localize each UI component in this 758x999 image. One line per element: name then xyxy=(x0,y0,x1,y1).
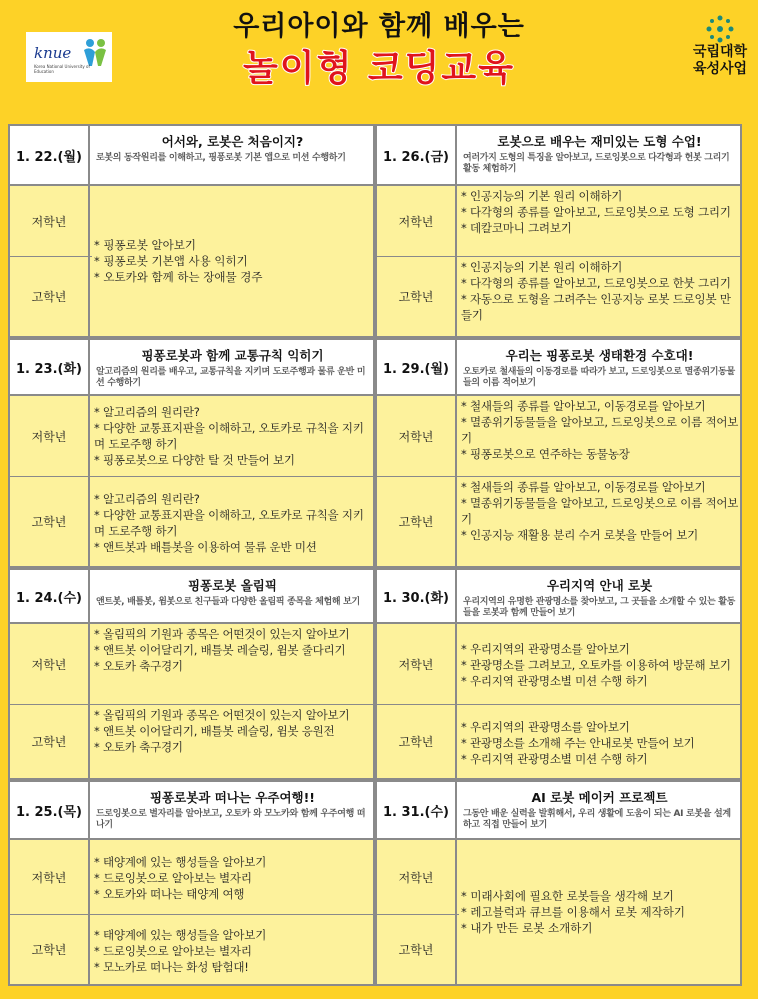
activity-item: * 오토카와 떠나는 태양계 여행 xyxy=(94,887,245,901)
day-card xyxy=(8,568,375,780)
upper-grade-label: 고학년 xyxy=(10,915,90,984)
day-date: 1. 23.(화) xyxy=(10,340,90,394)
activity-item: * 우리지역 관광명소별 미션 수행 하기 xyxy=(461,751,648,766)
activity-item: * 다양한 교통표지판을 이해하고, 오토카로 규칙을 지키며 도로주행 하기 xyxy=(94,421,364,451)
lower-grade-row xyxy=(10,840,373,914)
activity-item: * 핑퐁로봇 기본앱 사용 익히기 xyxy=(94,254,248,268)
logo-right-line2: 육성사업 xyxy=(692,61,748,77)
page-title-line1: 우리아이와 함께 배우는 xyxy=(233,11,525,42)
day-date: 1. 30.(화) xyxy=(377,570,457,622)
day-topic xyxy=(459,782,740,838)
day-header xyxy=(10,782,373,840)
day-description: 로봇의 동작원리를 이해하고, 핑퐁로봇 기본 앱으로 미션 수행하기 xyxy=(96,153,346,163)
activity-item: * 철새들의 종류를 알아보고, 이동경로를 알아보기 xyxy=(461,480,706,494)
lower-grade-row xyxy=(10,624,373,704)
upper-grade-label: 고학년 xyxy=(10,477,90,566)
upper-grade-label: 고학년 xyxy=(10,705,90,778)
activity-item: * 앤트봇과 배틀봇을 이용하여 물류 운반 미션 xyxy=(94,540,317,554)
lower-grade-row xyxy=(10,396,373,476)
activity-list xyxy=(92,705,373,778)
upper-grade-label: 고학년 xyxy=(377,705,457,778)
activity-item: * 인공지능 재활용 분리 수거 로봇을 만들어 보기 xyxy=(461,528,699,542)
national-university-logo xyxy=(688,14,752,84)
lower-grade-label: 저학년 xyxy=(377,186,457,256)
day-topic xyxy=(459,126,740,184)
day-header xyxy=(377,782,740,840)
upper-grade-row xyxy=(10,704,373,778)
activity-item: * 핑퐁로봇으로 다양한 탈 것 만들어 보기 xyxy=(94,453,295,467)
day-header xyxy=(10,126,373,186)
activity-item: * 태양계에 있는 행성들을 알아보기 xyxy=(94,855,267,869)
upper-grade-label: 고학년 xyxy=(377,915,457,984)
day-header xyxy=(10,570,373,624)
day-card xyxy=(8,124,375,338)
activity-list xyxy=(92,915,373,984)
day-title: 핑퐁로봇과 떠나는 우주여행!! xyxy=(149,790,315,805)
day-topic xyxy=(92,340,373,394)
sparkle-icon xyxy=(705,14,735,44)
knue-logo-subtitle: Korea National University of Education xyxy=(34,64,90,74)
day-date: 1. 26.(금) xyxy=(377,126,457,184)
day-title: 핑퐁로봇과 함께 교통규칙 익히기 xyxy=(141,348,324,363)
upper-grade-row xyxy=(377,476,740,566)
day-header xyxy=(10,340,373,396)
day-description: 그동안 배운 실력을 발휘해서, 우리 생활에 도움이 되는 AI 로봇을 설계하고 직접 만들어 보기 xyxy=(463,809,731,830)
activity-item: * 철새들의 종류를 알아보고, 이동경로를 알아보기 xyxy=(461,399,706,413)
activity-item: * 드로잉봇으로 알아보는 별자리 xyxy=(94,943,252,958)
lower-grade-label: 저학년 xyxy=(10,840,90,914)
day-title: 우리는 핑퐁로봇 생태환경 수호대! xyxy=(505,348,694,363)
day-date: 1. 29.(월) xyxy=(377,340,457,394)
activity-item: * 내가 만든 로봇 소개하기 xyxy=(461,921,593,935)
day-title: 우리지역 안내 로봇 xyxy=(546,578,653,593)
day-description: 오토카로 철새들의 이동경로를 따라가 보고, 드로잉봇으로 멸종위기동물들의 이름 적어보기 xyxy=(463,367,735,388)
activity-item: * 태양계에 있는 행성들을 알아보기 xyxy=(94,927,267,942)
activity-item: * 우리지역의 관광명소를 알아보기 xyxy=(461,719,630,734)
activity-item: * 오토카 축구경기 xyxy=(94,740,183,754)
activity-list xyxy=(92,624,373,704)
activity-item: * 다각형의 종류를 알아보고, 드로잉봇으로 도형 그리기 xyxy=(461,205,731,219)
activity-item: * 오토카와 함께 하는 장애물 경주 xyxy=(94,270,263,284)
day-card xyxy=(375,124,742,338)
day-topic xyxy=(92,782,373,838)
day-description: 우리지역의 유명한 관광명소를 찾아보고, 그 곳들을 소개할 수 있는 활동들을 로봇과 함께 만들어 보기 xyxy=(463,597,736,618)
lower-grade-row xyxy=(377,624,740,704)
lower-grade-label: 저학년 xyxy=(10,624,90,704)
activity-item: * 앤트봇 이어달리기, 배틀봇 레슬링, 윔봇 응원전 xyxy=(94,724,335,738)
activity-item: * 데칼코마니 그려보기 xyxy=(461,221,572,235)
day-card xyxy=(8,780,375,986)
activity-item: * 다양한 교통표지판을 이해하고, 오토카로 규칙을 지키며 도로주행 하기 xyxy=(94,508,364,538)
lower-grade-label: 저학년 xyxy=(10,186,90,256)
day-date: 1. 22.(월) xyxy=(10,126,90,184)
day-description: 앤트봇, 배틀봇, 윔봇으로 친구들과 다양한 올림픽 종목을 체험해 보기 xyxy=(96,597,360,607)
activity-list xyxy=(459,186,740,256)
knue-logo-text: knue xyxy=(34,44,72,62)
activity-item: * 레고블럭과 큐브를 이용해서 로봇 제작하기 xyxy=(461,905,685,919)
activity-item: * 올림픽의 기원과 종목은 어떤것이 있는지 알아보기 xyxy=(94,627,350,641)
day-card xyxy=(375,568,742,780)
activity-list xyxy=(459,624,740,704)
upper-grade-label: 고학년 xyxy=(10,257,90,336)
day-description: 알고리즘의 원리를 배우고, 교통규칙을 지키며 도로주행과 물류 운반 미션 수행하기 xyxy=(96,367,366,388)
day-description: 드로잉봇으로 별자리를 알아보고, 오토카 와 모노카와 함께 우주여행 떠나기 xyxy=(96,809,366,830)
upper-grade-row xyxy=(377,704,740,778)
activity-item: * 올림픽의 기원과 종목은 어떤것이 있는지 알아보기 xyxy=(94,708,350,722)
activity-item: * 앤트봇 이어달리기, 배틀봇 레슬링, 윔봇 줄다리기 xyxy=(94,643,346,657)
activity-item: * 관광명소를 소개해 주는 안내로봇 만들어 보기 xyxy=(461,735,695,750)
activity-item: * 우리지역 관광명소별 미션 수행 하기 xyxy=(461,674,648,688)
lower-grade-label: 저학년 xyxy=(377,840,457,914)
day-topic xyxy=(459,340,740,394)
day-date: 1. 24.(수) xyxy=(10,570,90,622)
activity-item: * 인공지능의 기본 원리 이해하기 xyxy=(461,189,623,203)
activity-item: * 알고리즘의 원리란? xyxy=(94,492,200,506)
day-header xyxy=(377,570,740,624)
day-header xyxy=(377,340,740,396)
activity-item: * 다각형의 종류를 알아보고, 드로잉봇으로 한붓 그리기 xyxy=(461,276,731,290)
day-card xyxy=(8,338,375,568)
upper-grade-row xyxy=(377,256,740,336)
activity-list xyxy=(92,840,373,914)
activity-item: * 인공지능의 기본 원리 이해하기 xyxy=(461,260,623,274)
day-description: 여러가지 도형의 특징을 알아보고, 드로잉봇으로 다각형과 헌봇 그리기 활동 체험하기 xyxy=(463,153,730,174)
day-card xyxy=(375,780,742,986)
activity-item: * 미래사회에 필요한 로봇들을 생각해 보기 xyxy=(461,889,674,903)
logo-right-line1: 국립대학 xyxy=(692,44,748,60)
activity-item: * 오토카 축구경기 xyxy=(94,659,183,673)
page-header xyxy=(0,0,758,118)
activity-list xyxy=(92,477,373,566)
activity-item: * 멸종위기동물들을 알아보고, 드로잉봇으로 이름 적어보기 xyxy=(461,415,739,445)
activity-item: * 자동으로 도형을 그려주는 인공지능 로봇 드로잉봇 만들기 xyxy=(461,292,731,322)
lower-grade-label: 저학년 xyxy=(377,624,457,704)
upper-grade-label: 고학년 xyxy=(377,257,457,336)
activity-item: * 핑퐁로봇으로 연주하는 동물농장 xyxy=(461,447,630,461)
activity-list xyxy=(459,477,740,566)
upper-grade-row xyxy=(10,476,373,566)
day-topic xyxy=(92,570,373,622)
upper-grade-label: 고학년 xyxy=(377,477,457,566)
activity-list xyxy=(92,186,373,336)
day-title: AI 로봇 메이커 프로젝트 xyxy=(531,790,668,805)
activity-list xyxy=(459,396,740,476)
schedule-board xyxy=(8,124,742,986)
activity-item: * 멸종위기동물들을 알아보고, 드로잉봇으로 이름 적어보기 xyxy=(461,496,739,526)
lower-grade-row xyxy=(377,186,740,256)
day-title: 로봇으로 배우는 재미있는 도형 수업! xyxy=(497,134,702,149)
activity-item: * 모노카로 떠나는 화성 탐험대! xyxy=(94,959,249,974)
page-title-line2: 놀이형 코딩교육 xyxy=(243,48,515,89)
activity-item: * 핑퐁로봇 알아보기 xyxy=(94,238,196,252)
activity-list xyxy=(459,705,740,778)
activity-list xyxy=(459,257,740,336)
activity-item: * 우리지역의 관광명소를 알아보기 xyxy=(461,642,630,656)
day-header xyxy=(377,126,740,186)
day-date: 1. 25.(목) xyxy=(10,782,90,838)
activity-item: * 알고리즘의 원리란? xyxy=(94,405,200,419)
activity-item: * 드로잉봇으로 알아보는 별자리 xyxy=(94,871,252,885)
lower-grade-label: 저학년 xyxy=(377,396,457,476)
day-topic xyxy=(92,126,373,184)
day-date: 1. 31.(수) xyxy=(377,782,457,838)
day-topic xyxy=(459,570,740,622)
lower-grade-row xyxy=(377,396,740,476)
lower-grade-label: 저학년 xyxy=(10,396,90,476)
activity-list xyxy=(92,396,373,476)
activity-item: * 관광명소를 그려보고, 오토카를 이용하여 방문해 보기 xyxy=(461,658,731,672)
day-title: 핑퐁로봇 올림픽 xyxy=(188,578,277,593)
day-title: 어서와, 로봇은 처음이지? xyxy=(161,134,304,149)
activity-list xyxy=(459,840,740,984)
day-card xyxy=(375,338,742,568)
upper-grade-row xyxy=(10,914,373,984)
